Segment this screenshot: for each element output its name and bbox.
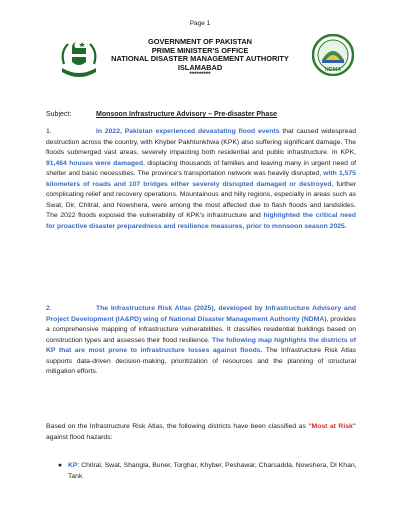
header-line-3: NATIONAL DISASTER MANAGEMENT AUTHORITY [111,54,289,64]
header-line-2: PRIME MINISTER'S OFFICE [151,45,249,55]
subject-label: Subject: [46,111,72,118]
p2-text-2: The Infrastructure Risk Atlas supports data-driven decision-making, prioritization of resources and the planning of structural mitigation efforts. [46,347,356,375]
p1-text-3: , further complicating relief and recovery operations. Mountainous and hilly regions, especially in areas such as Swat, Dir, Chitral, and Nowshera, were among the most affected due to flash floods and landslides. The 2022 floods exposed the vulnerability of KPK's infrastructure and [46,180,356,219]
page-number: Page 1 [189,20,211,27]
p1-highlight-4: highlighted the critical need for proactive disaster preparedness and resilience measures, prior to monsoon season 2025. [46,212,357,230]
header-stars: ********* [189,72,211,79]
p3-text-1: Based on the Infrastructure Risk Atlas, the following districts have been classified as [46,423,309,430]
paragraph-1 [46,127,356,232]
subject-line [46,111,277,118]
p3-highlight: "Most at Risk" [308,423,356,430]
ndma-logo [312,34,354,76]
p3-text-2: against flood hazards: [46,433,113,441]
p2-highlight-1: The Infrastructure Risk Atlas (2025), developed by Infrastructure Advisory and Project Development (IA&PD) wing of National Disaster Management Authority (NDMA) [46,305,356,323]
p2-text-1: , provides a comprehensive mapping of infrastructure vulnerabilities. It classifies residential buildings based on construction types and assesses their flood resilience. [46,315,357,344]
header-line-4: ISLAMABAD [177,62,223,72]
ndma-logo-text: NDMA [324,67,342,73]
p1-highlight-3: with 1,575 kilometers of roads and 107 bridges either severely disrupted damaged or destroyed [46,170,356,188]
p2-highlight-2: The following map highlights the districts of KP that are most prone to infrastructure losses against floods. [46,336,357,354]
p1-highlight-1: In 2022, Pakistan experienced devastating flood events [96,128,280,135]
p1-text-1: that caused widespread destruction across the country, with Khyber Pakhtunkhwa (KPK) also suffering significant damage. The floods submerged vast areas, severely impacting both residential and public infrastructure. In KPK, [46,128,356,156]
paragraph-2 [46,304,356,378]
paragraph-2-number: 2. [46,305,52,312]
bullet-icon: ● [58,462,63,469]
p1-highlight-2: 91,464 houses were damaged [46,159,143,167]
district-names: : Chitral, Swat, Shangla, Buner, Torghar, Khyber, Peshawar, Charsadda, Nowshera, DI Khan, Tank [68,462,357,480]
paragraph-3 [46,422,356,443]
p1-text-2: , displacing thousands of families and leaving many in urgent need of shelter and basic necessities. The province's transportation network was heavily disrupted, [46,159,356,177]
paragraph-1-number: 1. [46,128,52,135]
header-line-1: GOVERNMENT OF PAKISTAN [147,37,253,46]
province-label: KP [68,462,78,469]
subject-value: Monsoon Infrastructure Advisory – Pre-disaster Phase [96,111,278,118]
district-list-text [68,460,358,482]
